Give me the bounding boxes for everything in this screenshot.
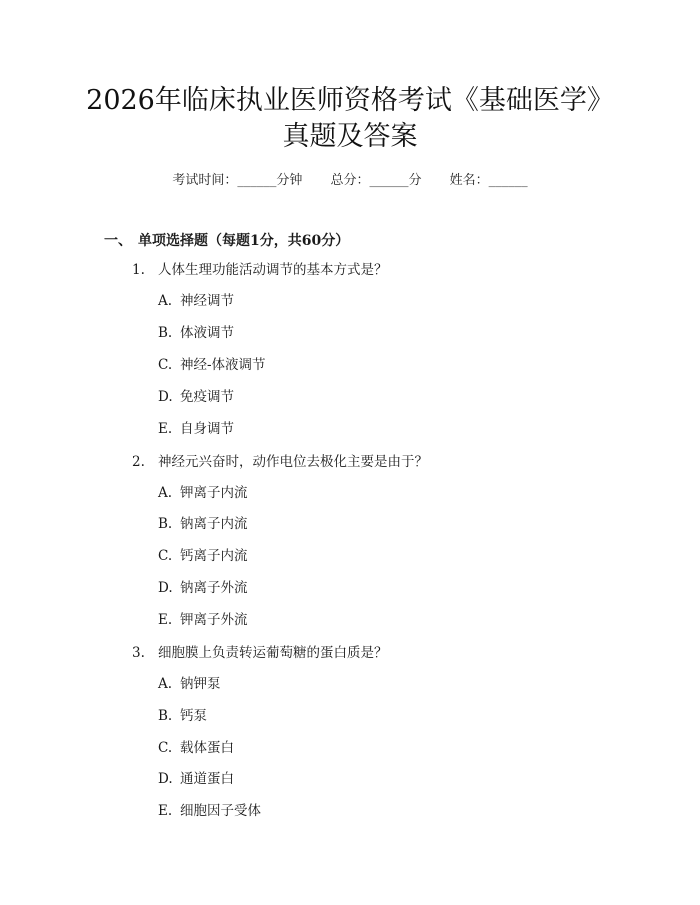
question-3 [132,644,388,662]
section-title: 单项选择题（每题1分，共60分） [138,233,350,249]
option-letter: E. [158,612,173,628]
q3-option-c [158,739,234,757]
option-text: 神经-体液调节 [180,357,266,373]
option-text: 钾离子外流 [180,612,248,628]
option-text: 钙离子内流 [180,548,248,564]
document-title-line-1: 2026年临床执业医师资格考试《基础医学》 [86,85,614,116]
option-text: 钠离子内流 [180,516,248,532]
question-text: 细胞膜上负责转运葡萄糖的蛋白质是？ [158,645,388,661]
option-text: 神经调节 [180,293,234,309]
question-text: 人体生理功能活动调节的基本方式是？ [158,262,388,278]
option-text: 体液调节 [180,325,234,341]
option-text: 自身调节 [180,421,234,437]
name-field: 姓名：______ [449,173,528,188]
option-letter: B. [158,325,173,341]
question-number: 3. [132,645,145,661]
option-letter: A. [158,293,173,309]
option-text: 通道蛋白 [180,771,234,787]
option-letter: A. [158,676,173,692]
option-letter: D. [158,389,173,405]
total-score-field: 总分：______分 [330,173,422,188]
option-text: 钠钾泵 [180,676,221,692]
question-text: 神经元兴奋时，动作电位去极化主要是由于？ [158,454,428,470]
exam-time-field: 考试时间：______分钟 [172,173,303,188]
q2-option-a [158,484,248,502]
q1-option-a [158,292,234,310]
exam-meta-line [0,169,700,188]
option-letter: B. [158,516,173,532]
option-text: 钠离子外流 [180,580,248,596]
option-text: 载体蛋白 [180,740,234,756]
option-letter: D. [158,771,173,787]
option-letter: C. [158,548,173,564]
question-2 [132,453,428,471]
option-letter: E. [158,803,173,819]
q3-option-e [158,802,261,820]
q2-option-c [158,547,248,565]
option-text: 钙泵 [180,708,207,724]
section-heading [104,230,349,250]
option-letter: C. [158,357,173,373]
option-letter: D. [158,580,173,596]
option-letter: E. [158,421,173,437]
question-1 [132,261,388,279]
option-letter: B. [158,708,173,724]
option-text: 细胞因子受体 [180,803,261,819]
option-letter: A. [158,485,173,501]
question-number: 1. [132,262,145,278]
q1-option-b [158,324,234,342]
q2-option-d [158,579,248,597]
document-title-line-2: 真题及答案 [282,121,418,152]
option-letter: C. [158,740,173,756]
option-text: 钾离子内流 [180,485,248,501]
q1-option-e [158,420,234,438]
q2-option-e [158,611,248,629]
q3-option-d [158,770,234,788]
q3-option-a [158,675,221,693]
section-number: 一、 [104,233,132,249]
q2-option-b [158,515,248,533]
question-number: 2. [132,454,145,470]
q1-option-d [158,388,234,406]
q3-option-b [158,707,207,725]
q1-option-c [158,356,266,374]
option-text: 免疫调节 [180,389,234,405]
